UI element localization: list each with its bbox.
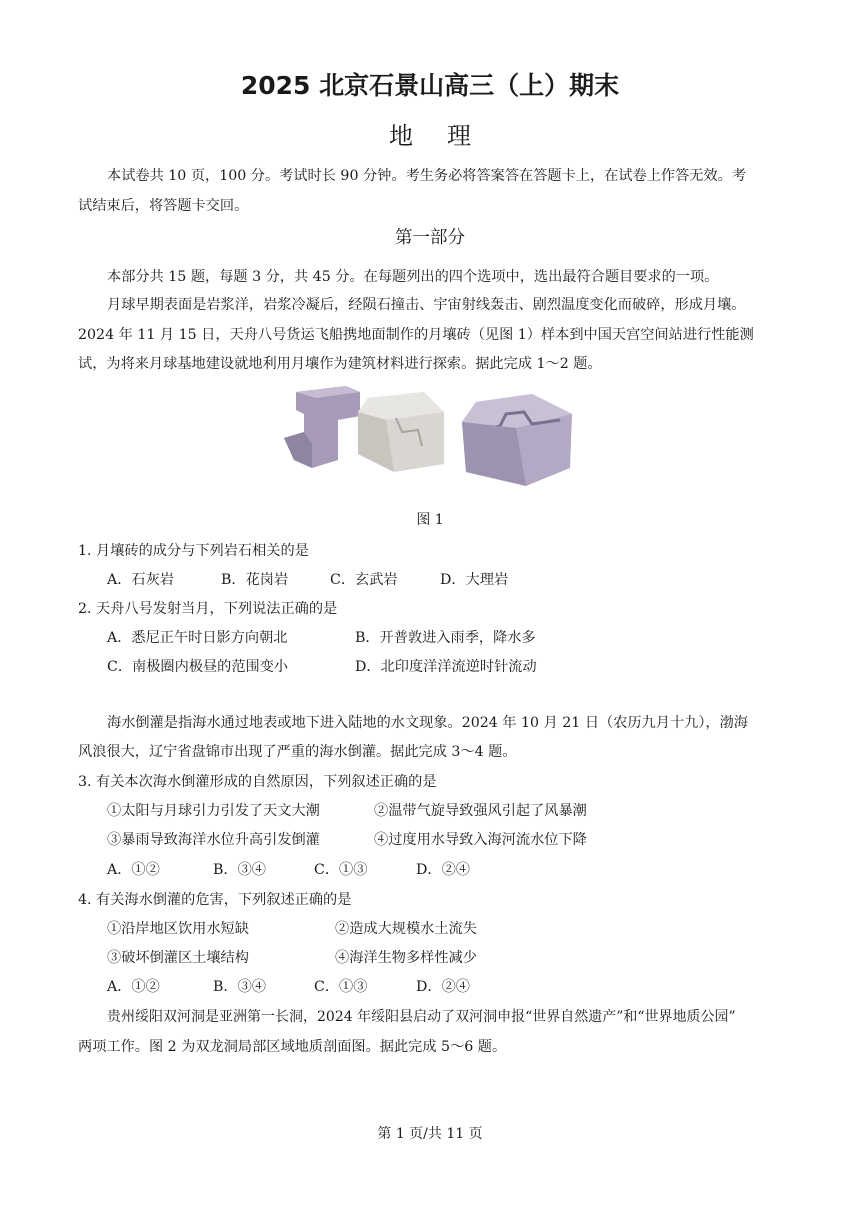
q4-option-d: D．②④ xyxy=(416,979,470,995)
q1-stem: 1. 月壤砖的成分与下列岩石相关的是 xyxy=(78,543,309,559)
passage2-line-1: 海水倒灌是指海水通过地表或地下进入陆地的水文现象。2024 年 10 月 21 日（农历九月十九），渤海 xyxy=(107,715,748,731)
passage1-line-1: 月球早期表面是岩浆洋，岩浆冷凝后，经陨石撞击、宇宙射线轰击、剧烈温度变化而破碎，形成月壤。 xyxy=(107,297,746,313)
passage1-line-3: 试，为将来月球基地建设就地利用月壤作为建筑材料进行探索。据此完成 1～2 题。 xyxy=(78,356,602,372)
q3-option-c: C．①③ xyxy=(314,862,368,878)
q3-option-a: A．①② xyxy=(107,862,160,878)
q4-option-c: C．①③ xyxy=(314,979,368,995)
intro-line-1: 本试卷共 10 页，100 分。考试时长 90 分钟。考生务必将答案答在答题卡上，在试卷上作答无效。考 xyxy=(107,168,747,184)
q2-option-a: A．悉尼正午时日影方向朝北 xyxy=(107,630,288,646)
q3-stem: 3. 有关本次海水倒灌形成的自然原因，下列叙述正确的是 xyxy=(78,774,437,790)
q1-option-a: A．石灰岩 xyxy=(107,572,174,588)
section-instruction: 本部分共 15 题，每题 3 分，共 45 分。在每题列出的四个选项中，选出最符合题目要求的一项。 xyxy=(107,269,719,285)
exam-title: 2025 北京石景山高三（上）期末 xyxy=(240,71,620,100)
figure1-caption: 图 1 xyxy=(416,512,444,528)
page-footer: 第 1 页/共 11 页 xyxy=(377,1126,483,1142)
q1-option-d: D．大理岩 xyxy=(440,572,509,588)
q4-option-b: B．③④ xyxy=(213,979,266,995)
q2-stem: 2. 天舟八号发射当月，下列说法正确的是 xyxy=(78,601,338,617)
q3-option-b: B．③④ xyxy=(213,862,266,878)
q4-statement-1: ①沿岸地区饮用水短缺 xyxy=(107,921,249,937)
q4-stem: 4. 有关海水倒灌的危害，下列叙述正确的是 xyxy=(78,892,352,908)
tenon-brick xyxy=(462,394,572,486)
subject-title: 地理 xyxy=(389,122,505,150)
lunar-brick-figure xyxy=(276,372,586,500)
q2-option-d: D．北印度洋洋流逆时针流动 xyxy=(355,659,537,675)
passage3-line-2: 两项工作。图 2 为双龙洞局部区域地质剖面图。据此完成 5～6 题。 xyxy=(78,1039,507,1055)
q4-statement-3: ③破坏倒灌区土壤结构 xyxy=(107,950,249,966)
section-title: 第一部分 xyxy=(395,228,465,248)
q3-statement-1: ①太阳与月球引力引发了天文大潮 xyxy=(107,803,320,819)
q3-statement-4: ④过度用水导致入海河流水位下降 xyxy=(374,832,587,848)
passage2-line-2: 风浪很大，辽宁省盘锦市出现了严重的海水倒灌。据此完成 3～4 题。 xyxy=(78,744,517,760)
l-shaped-brick xyxy=(284,386,360,468)
q4-statement-2: ②造成大规模水土流失 xyxy=(335,921,477,937)
q3-statement-2: ②温带气旋导致强风引起了风暴潮 xyxy=(374,803,587,819)
q3-option-d: D．②④ xyxy=(416,862,470,878)
q1-option-b: B．花岗岩 xyxy=(221,572,289,588)
q1-option-c: C．玄武岩 xyxy=(330,572,398,588)
passage1-line-2: 2024 年 11 月 15 日，天舟八号货运飞船携地面制作的月壤砖（见图 1）样本到中国天宫空间站进行性能测 xyxy=(78,327,754,343)
q2-option-c: C．南极圈内极昼的范围变小 xyxy=(107,659,289,675)
square-brick xyxy=(358,392,444,472)
passage3-line-1: 贵州绥阳双河洞是亚洲第一长洞，2024 年绥阳县启动了双河洞申报“世界自然遗产”和“世界地质公园” xyxy=(107,1009,736,1025)
q4-option-a: A．①② xyxy=(107,979,160,995)
intro-line-2: 试结束后，将答题卡交回。 xyxy=(78,198,249,214)
q4-statement-4: ④海洋生物多样性减少 xyxy=(335,950,477,966)
q3-statement-3: ③暴雨导致海洋水位升高引发倒灌 xyxy=(107,832,320,848)
q2-option-b: B．开普敦进入雨季，降水多 xyxy=(355,630,536,646)
